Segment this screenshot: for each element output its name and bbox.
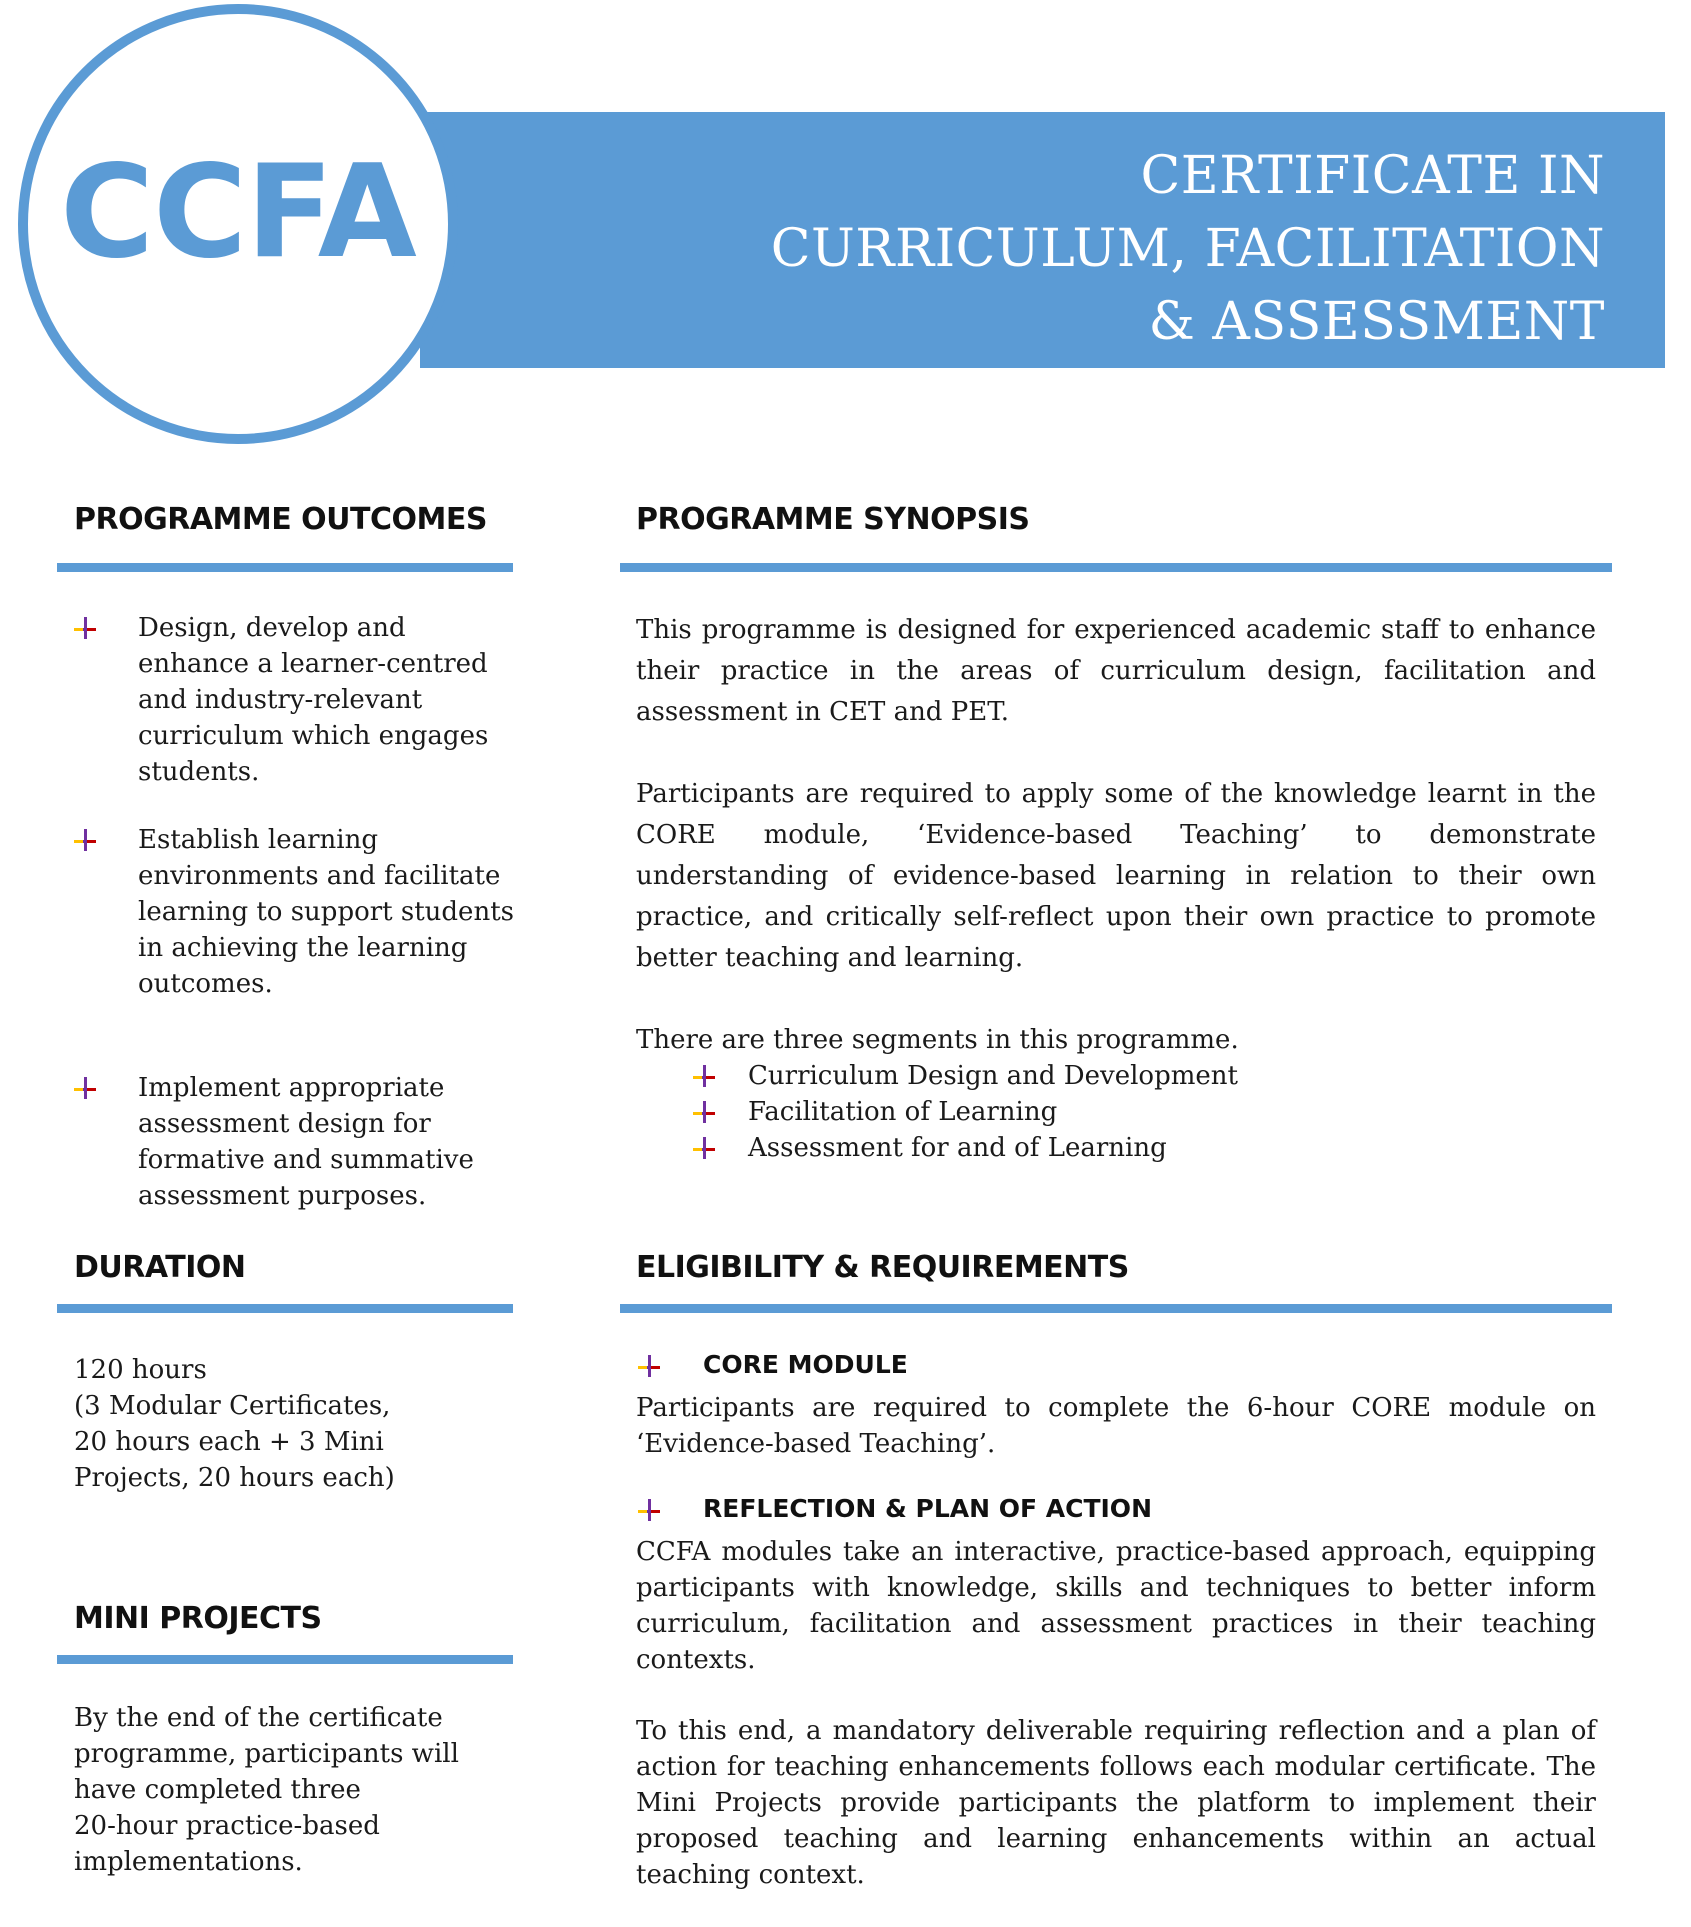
bullet-icon	[693, 1101, 715, 1123]
segment-item-2: Facilitation of Learning	[748, 1097, 1058, 1127]
synopsis-heading: PROGRAMME SYNOPSIS	[636, 502, 1030, 537]
bullet-icon	[638, 1499, 660, 1521]
title-line-1: CERTIFICATE IN	[1140, 146, 1605, 206]
title-line-3: & ASSESSMENT	[1148, 292, 1605, 352]
ccfa-logo	[18, 4, 458, 444]
mini-projects-line: implementations.	[74, 1847, 303, 1877]
bullet-icon	[74, 1077, 96, 1099]
document-title	[771, 140, 1605, 359]
eligibility-rule	[620, 1304, 1612, 1313]
duration-text	[74, 1352, 395, 1496]
duration-line: 120 hours	[74, 1355, 207, 1385]
bullet-icon	[693, 1065, 715, 1087]
eligibility-heading: ELIGIBILITY & REQUIREMENTS	[636, 1250, 1129, 1285]
duration-line: 20 hours each + 3 Mini	[74, 1427, 384, 1457]
outcome-item-3: Implement appropriate assessment design for formative and summative assessment purposes.	[138, 1073, 474, 1211]
mini-projects-line: By the end of the certificate	[74, 1703, 443, 1733]
duration-line: (3 Modular Certificates,	[74, 1391, 391, 1421]
outcome-item-1: Design, develop and enhance a learner-centred and industry-relevant curriculum which engages students.	[138, 613, 489, 787]
mini-projects-line: 20-hour practice-based	[74, 1811, 380, 1841]
mini-projects-heading: MINI PROJECTS	[74, 1601, 322, 1636]
synopsis-rule	[620, 563, 1612, 572]
bullet-icon	[74, 617, 96, 639]
bullet-icon	[693, 1137, 715, 1159]
reflection-paragraph-1: CCFA modules take an interactive, practice-based approach, equipping participants with knowledge, skills and techniques to better inform curriculum, facilitation and assessment practices in their teaching contexts.	[636, 1537, 1596, 1675]
title-banner	[420, 112, 1665, 368]
reflection-heading: REFLECTION & PLAN OF ACTION	[703, 1494, 1152, 1523]
mini-projects-line: have completed three	[74, 1775, 361, 1805]
reflection-paragraph-2: To this end, a mandatory deliverable requiring reflection and a plan of action for teaching enhancements follows each modular certificate. The Mini Projects provide participants the platform to implement their proposed teaching and learning enhancements within an actual teaching context.	[636, 1716, 1596, 1890]
core-module-heading: CORE MODULE	[703, 1350, 908, 1379]
logo-text: CCFA	[60, 137, 416, 287]
segment-item-3: Assessment for and of Learning	[748, 1133, 1167, 1163]
synopsis-paragraph-2: Participants are required to apply some of the knowledge learnt in the CORE module, ‘Evidence-based Teaching’ to demonstrate understanding of evidence-based learning in relation to their own practice, and critically self-reflect upon their own practice to promote better teaching and learning.	[636, 779, 1596, 973]
title-line-2: CURRICULUM, FACILITATION	[770, 219, 1605, 279]
segments-intro: There are three segments in this programme.	[636, 1025, 1239, 1055]
mini-projects-rule	[57, 1655, 513, 1664]
core-module-text: Participants are required to complete the 6-hour CORE module on ‘Evidence-based Teaching’.	[636, 1393, 1596, 1459]
duration-line: Projects, 20 hours each)	[74, 1463, 395, 1493]
outcomes-rule	[57, 563, 513, 572]
duration-rule	[57, 1304, 513, 1313]
segment-item-1: Curriculum Design and Development	[748, 1061, 1238, 1091]
mini-projects-text	[74, 1700, 459, 1880]
outcomes-heading: PROGRAMME OUTCOMES	[74, 502, 487, 537]
mini-projects-line: programme, participants will	[74, 1739, 459, 1769]
bullet-icon	[74, 829, 96, 851]
duration-heading: DURATION	[74, 1250, 246, 1285]
synopsis-paragraph-1: This programme is designed for experienced academic staff to enhance their practice in the areas of curriculum design, facilitation and assessment in CET and PET.	[636, 615, 1596, 727]
outcome-item-2: Establish learning environments and facilitate learning to support students in achieving the learning outcomes.	[138, 825, 514, 999]
bullet-icon	[638, 1355, 660, 1377]
